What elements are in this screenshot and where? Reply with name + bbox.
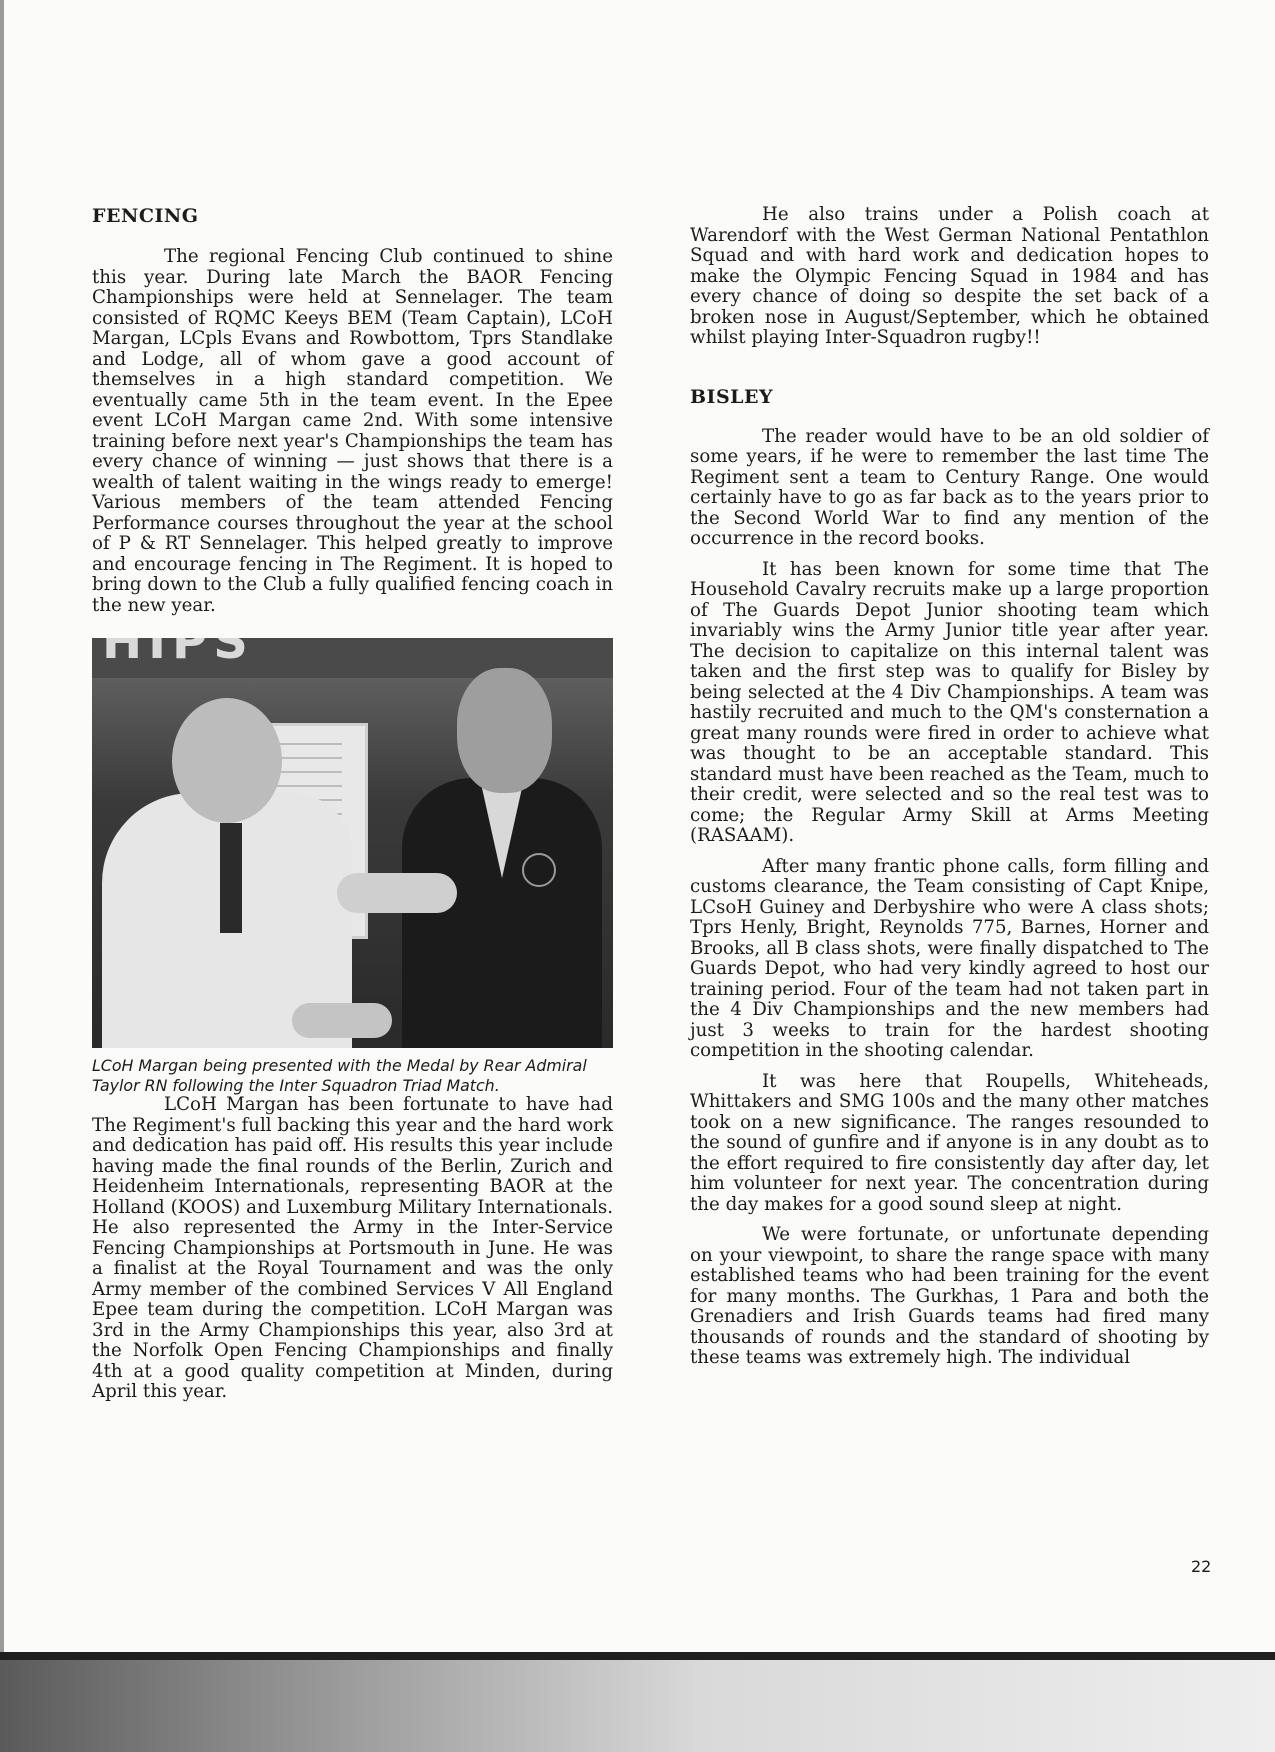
photo-admiral-tie — [220, 823, 242, 933]
scan-bottom-shadow — [0, 1660, 1275, 1752]
left-column — [92, 205, 613, 1403]
bisley-paragraph-5: We were fortunate, or unfortunate depending on your viewpoint, to share the range space with many established teams who had been training for the event for many months. The Gurkhas, 1 Para and both the Grenadiers and Irish Guards teams had fired many thousands of rounds and the standard of shooting by these teams was extremely high. The individual — [690, 1224, 1209, 1368]
scan-edge — [0, 0, 4, 1752]
photo-blazer-badge — [522, 853, 556, 887]
bisley-paragraph-3: After many frantic phone calls, form filling and customs clearance, the Team consisting of Capt Knipe, LCsoH Guiney and Derbyshire who were A class shots; Tprs Henly, Bright, Reynolds 775, Barnes, Horner and Brooks, all B class shots, were finally dispatched to The Guards Depot, who had very kindly agreed to host our training period. Four of the team had not taken part in the 4 Div Championships and the new members had just 3 weeks to train for the hardest shooting competition in the shooting calendar. — [690, 855, 1209, 1061]
photo-medal-hands — [337, 873, 457, 913]
fencing-heading: FENCING — [92, 205, 199, 227]
photo-handshake — [292, 1003, 392, 1038]
photo-banner-text — [102, 638, 254, 653]
photo-caption: LCoH Margan being presented with the Medal by Rear Admiral Taylor RN following the Inter Squadron Triad Match. — [92, 1056, 587, 1095]
presentation-photo — [92, 638, 613, 1048]
page-number: 22 — [1191, 1557, 1212, 1576]
right-column — [690, 205, 1209, 1369]
fencing-paragraph-1: The regional Fencing Club continued to shine this year. During late March the BAOR Fencing Championships were held at Sennelager. The team consisted of RQMC Keeys BEM (Team Captain), LCoH Margan, LCpls Evans and Rowbottom, Tprs Standlake and Lodge, all of whom gave a good account of themselves in a high standard competition. We eventually came 5th in the team event. In the Epee event LCoH Margan came 2nd. With some intensive training before next year's Championships the team has every chance of winning — just shows that there is a wealth of talent waiting in the wings ready to emerge! Various members of the team attended Fencing Performance courses throughout the year at the school of P & RT Sennelager. This helped greatly to improve and encourage fencing in The Regiment. It is hoped to bring down to the Club a fully qualified fencing coach in the new year. — [92, 246, 613, 616]
photo-fencer-head — [457, 668, 552, 793]
fencing-paragraph-3: He also trains under a Polish coach at Warendorf with the West German National Pentathlon Squad and with hard work and dedication hopes to make the Olympic Fencing Squad in 1984 and has every chance of doing so despite the set back of a broken nose in August/September, which he obtained whilst playing Inter-Squadron rugby!! — [690, 204, 1209, 348]
bisley-heading: BISLEY — [690, 385, 774, 408]
bisley-paragraph-2: It has been known for some time that The Household Cavalry recruits make up a large proportion of The Guards Depot Junior shooting team which invariably wins the Army Junior title year after year. The decision to capitalize on this internal talent was taken and the first step was to qualify for Bisley by being selected at the 4 Div Championships. A team was hastily recruited and much to the QM's consternation a great many rounds were fired in order to achieve what was thought to be an acceptable standard. This standard must have been reached as the Team, much to their credit, were selected and so the real test was to come; the Regular Army Skill at Arms Meeting (RASAAM). — [690, 558, 1209, 846]
photo-admiral-head — [172, 698, 282, 823]
page-bottom-rule — [0, 1652, 1275, 1660]
fencing-paragraph-2: LCoH Margan has been fortunate to have had The Regiment's full backing this year and the hard work and dedication has paid off. His results this year include having made the final rounds of the Berlin, Zurich and Heidenheim Internationals, representing BAOR at the Holland (KOOS) and Luxemburg Military Internationals. He also represented the Army in the Inter-Service Fencing Championships at Portsmouth in June. He was a finalist at the Royal Tournament and was the only Army member of the combined Services V All England Epee team during the competition. LCoH Margan was 3rd in the Army Championships this year, also 3rd at the Norfolk Open Fencing Championships and finally 4th at a good quality competition at Minden, during April this year. — [92, 1094, 613, 1402]
bisley-paragraph-4: It was here that Roupells, Whiteheads, Whittakers and SMG 100s and the many other matches took on a new significance. The ranges resounded to the sound of gunfire and if anyone is in any doubt as to the effort required to fire consistently day after day, let him volunteer for next year. The concentration during the day makes for a good sound sleep at night. — [690, 1070, 1209, 1215]
bisley-paragraph-1: The reader would have to be an old soldier of some years, if he were to remember the last time The Regiment sent a team to Century Range. One would certainly have to go as far back as to the years prior to the Second World War to find any mention of the occurrence in the record books. — [690, 425, 1209, 549]
